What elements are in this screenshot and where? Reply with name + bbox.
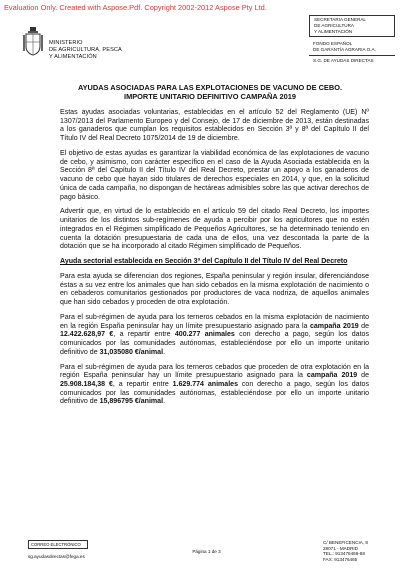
paragraph-other-farm-subregime: [60, 364, 369, 408]
section-heading: Ayuda sectorial establecida en Sección 3ª del Capítulo II del Título IV del Real Decreto: [60, 258, 348, 266]
text-run: con derecho a pago, según los datos comunicados por las comunidades autónomas, estableciéndose por ello un importe unitario definitivo de: [60, 331, 369, 356]
agency-line: FONDO ESPAÑOL: [313, 41, 353, 47]
ministry-line: MINISTERIO: [49, 40, 83, 46]
document-title: [40, 83, 380, 101]
title-line-1: AYUDAS ASOCIADAS PARA LAS EXPLOTACIONES DE VACUNO DE CEBO.: [77, 83, 343, 92]
title-line-2: IMPORTE UNITARIO DEFINITIVO CAMPAÑA 2019: [124, 92, 296, 101]
text-run: de: [357, 372, 370, 380]
agency-line: SECRETARIA GENERAL: [314, 17, 366, 22]
agency-header: [309, 15, 395, 64]
unit-amount: 31,035080 €/animal: [99, 348, 164, 356]
text-run: de: [358, 322, 370, 330]
campaign-year: campaña 2019: [306, 372, 358, 380]
coat-of-arms-logo: [23, 27, 43, 57]
evaluation-watermark: Evaluation Only. Created with Aspose.Pdf. Copyright 2002-2012 Aspose Pty Ltd.: [4, 3, 267, 12]
ministry-line: Y ALIMENTACIÓN: [49, 54, 97, 60]
email-label-box: CORREO ELECTRÓNICO: [28, 540, 88, 549]
document-body: [60, 109, 369, 413]
address-line: C/ BENEFICENCIA, 8: [323, 540, 368, 545]
postal-address: [323, 540, 368, 562]
agency-fega: [309, 37, 395, 53]
animal-count: 1.629.774 animales: [172, 380, 239, 388]
ministry-name: [49, 40, 122, 61]
agency-line: DE GARANTÍA AGRARIA O.A.: [313, 47, 376, 53]
agency-line: DE AGRICULTURA: [314, 22, 354, 28]
page-number: Página 1 de 3: [192, 549, 221, 554]
budget-amount: 25.908.184,38 €: [60, 380, 113, 388]
ministry-line: DE AGRICULTURA, PESCA: [49, 47, 122, 53]
address-line: 28071 - MADRID: [323, 545, 358, 551]
paragraph-same-farm-subregime: [60, 314, 369, 358]
unit-amount: 15,896795 €/animal: [99, 398, 164, 406]
address-line: TEL.: 913476466-68: [323, 551, 365, 557]
contact-email-link[interactable]: sg.ayudasdirectas@fega.es: [28, 554, 85, 559]
address-line: FAX: 913476465: [323, 556, 358, 562]
campaign-year: campaña 2019: [309, 322, 359, 330]
text-run: .: [163, 348, 166, 356]
text-run: , a repartir entre: [113, 331, 175, 339]
text-run: Para el sub-régimen de ayuda para los terneros cebados en la misma explotación de nacimiento en la región España peninsular hay un límite presupuestario asignado para la: [60, 313, 369, 330]
text-run: .: [163, 398, 166, 406]
budget-amount: 12.422.628,97 €: [60, 331, 114, 339]
paragraph-legal-basis: Estas ayudas asociadas voluntarias, establecidas en el artículo 52 del Reglamento (UE) Nº 1307/2013 del Parlamento Europeo y del Consejo, de 17 de diciembre de 2013, están destinadas a los ganaderos que cumplan los requisitos establecidos en Sección 3ª y 8ª del Capítulo II del Título IV del Real Decreto 1075/2014 de 19 de diciembre.: [60, 109, 369, 143]
text-run: con derecho a pago, según los datos comunicados por las comunidades autónomas, estableciéndose por ello un importe unitario definitivo de: [60, 380, 369, 406]
paragraph-notice: Advertir que, en virtud de lo establecido en el artículo 59 del citado Real Decreto, los importes unitarios de los distintos sub-regímenes de ayuda a percibir por los agricultores que no estén integrados en el Régimen simplificado de Pequeños Agricultores, se ha determinado teniendo en cuenta la dotación presupuestaria de cada una de ellos, una vez descontada la parte de la dotación que se ha incorporado al citado Régimen simplificado de Pequeños.: [60, 208, 369, 251]
agency-subdirectorate: S.G. DE AYUDAS DIRECTAS: [313, 57, 374, 63]
animal-count: 400.277 animales: [174, 331, 235, 339]
agency-secretaria-box: [309, 15, 395, 37]
text-run: Para el sub-régimen de ayuda para los terneros cebados que proceden de otra explotación en la región España peninsular hay un límite presupuestario asignado para la: [60, 363, 369, 380]
paragraph-objective: El objetivo de estas ayudas es garantizar la viabilidad económica de las explotaciones de vacuno de cebo, y asimismo, con carácter específico en el caso de la Ayuda Asociada establecida en la Sección 8ª del Capítulo II del Título IV del Real Decreto, prestar un apoyo a los ganaderos de vacuno de cebo que hayan sido titulares de derechos especiales en 2014, y que, en la solicitud única de cada campaña, no dispongan de hectáreas admisibles sobre las que activar derechos de pago básico.: [60, 150, 369, 201]
agency-line: Y ALIMENTACIÓN: [314, 28, 353, 34]
text-run: , a repartir entre: [112, 380, 173, 388]
paragraph-regions: Para esta ayuda se diferencian dos regiones, España peninsular y región insular, diferenciándose éstas a su vez entre los animales que han sido cebados en la misma explotación de nacimiento o en cebaderos comunitarios gestionados por productores de vaca nodriza, de aquellos animales que han sido cebados y proceden de otra explotación.: [60, 272, 369, 306]
